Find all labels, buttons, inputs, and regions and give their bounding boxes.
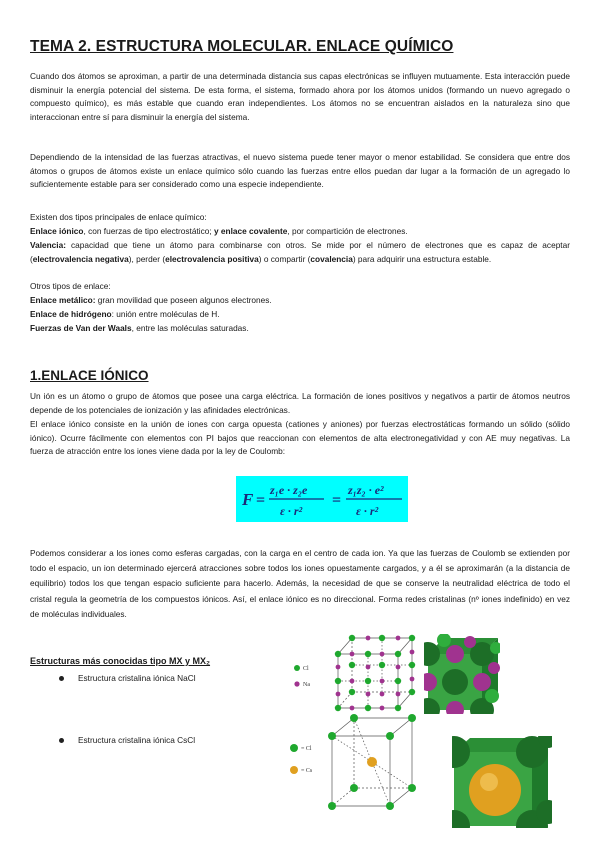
bullet-dot-icon bbox=[59, 676, 64, 681]
nacl-spacefill-model bbox=[424, 634, 500, 719]
bullet-text: Estructura cristalina iónica NaCl bbox=[78, 673, 196, 683]
formula-lhs: F bbox=[242, 490, 254, 509]
text: , por compartición de electrones. bbox=[287, 226, 408, 236]
term: Fuerzas de Van der Waals bbox=[30, 323, 132, 333]
intro-paragraph-4 bbox=[30, 225, 570, 239]
text: ) para adquirir una estructura estable. bbox=[352, 253, 492, 264]
bullet-text: Estructura cristalina iónica CsCl bbox=[78, 735, 196, 745]
formula-num-2: z₁z₂ · e² bbox=[348, 483, 384, 497]
term: electrovalencia positiva bbox=[165, 253, 259, 264]
formula-den-1: ε · r² bbox=[280, 504, 303, 518]
term-valencia: Valencia: bbox=[30, 240, 66, 250]
text: , entre las moléculas saturadas. bbox=[131, 323, 249, 333]
ionic-paragraph-1: Un ión es un átomo o grupo de átomos que posee una carga eléctrica. La formación de iones positivos y negativos a partir de átomos neutros depende de los potenciales de ionización y las afinidades electrónicas. bbox=[30, 391, 570, 415]
structures-heading: Estructuras más conocidas tipo MX y MX₂ bbox=[30, 656, 211, 666]
text: ), perder ( bbox=[128, 253, 166, 264]
intro-paragraph-9 bbox=[30, 322, 570, 336]
ionic-paragraph-2: El enlace iónico consiste en la unión de iones con carga opuesta (cationes y aniones) por fuerzas electrostáticas formando un sólido (sólido iónico). Ocurre fácilmente con elementos con PI bajos que reaccionan con elementos de alta electronegatividad y con AE muy negativas. La fuerza de atracción entre los iones viene dada por la ley de Coulomb: bbox=[30, 419, 570, 457]
intro-paragraph-7 bbox=[30, 294, 570, 308]
formula-num-1: z₁e · z₂e bbox=[270, 483, 308, 497]
nacl-lattice-diagram bbox=[290, 632, 420, 717]
formula-eq-2: = bbox=[332, 492, 342, 509]
term: Enlace de hidrógeno bbox=[30, 309, 112, 319]
term: electrovalencia negativa bbox=[32, 253, 129, 264]
text: capacidad que tiene un átomo para combinarse con otros. Se mide por el número de electrones que es capaz de aceptar ( bbox=[30, 240, 570, 264]
term: Enlace metálico: bbox=[30, 295, 96, 305]
bullet-dot-icon bbox=[59, 738, 64, 743]
text: : unión entre moléculas de H. bbox=[111, 309, 220, 319]
text: ) o compartir ( bbox=[258, 253, 311, 264]
text: gran movilidad que poseen algunos electrones. bbox=[95, 295, 272, 305]
cscl-spacefill-model bbox=[452, 736, 552, 833]
intro-paragraph-1: Cuando dos átomos se aproximan, a partir de una determinada distancia sus capas electrónicas se influyen mutuamente. Esta interacción puede disminuir la energía potencial del sistema. De esta forma, el sistema, formado ahora por los átomos unidos (formando un nuevo agregado o compuesto químico), es más estable que cuando eran independientes. Los átomos no se encuentran aislados en la naturaleza sino que interaccionan entre sí para disminuir la energía del sistema. bbox=[30, 71, 570, 122]
intro-paragraph-3: Existen dos tipos principales de enlace químico: bbox=[30, 212, 207, 222]
page-title: TEMA 2. ESTRUCTURA MOLECULAR. ENLACE QUÍMICO bbox=[30, 38, 454, 55]
text: , con fuerzas de tipo electrostático; bbox=[83, 226, 214, 236]
legend-cl: Cl bbox=[303, 666, 309, 672]
section-heading-ionic: 1.ENLACE IÓNICO bbox=[30, 368, 149, 383]
term-covalent: y enlace covalente bbox=[214, 226, 288, 236]
legend-cl-cscl: = Cl bbox=[301, 746, 312, 752]
intro-paragraph-8 bbox=[30, 308, 570, 322]
cscl-lattice-diagram bbox=[282, 712, 422, 825]
coulomb-formula bbox=[236, 476, 408, 522]
ionic-paragraph-3: Podemos considerar a los iones como esferas cargadas, con la carga en el centro de cada ion. Ya que las fuerzas de Coulomb se extienden por todo el espacio, un ion determinado ejercerá atracciones sobre todos los iones opuestamente cargados, y a él se aproximarán (a la distancia de equilibrio) todos los que tengan espacio suficiente para hacerlo. Además, la necesidad de que se conserve la neutralidad eléctrica de todo el cristal regula la geometría de los compuestos iónicos. Así, el enlace iónico es no direccional. Forma redes cristalinas (nº iones indefinido) en vez de moléculas individuales. bbox=[30, 548, 570, 619]
intro-paragraph-5 bbox=[30, 239, 570, 266]
term: covalencia bbox=[310, 253, 353, 264]
formula-den-2: ε · r² bbox=[356, 504, 379, 518]
intro-paragraph-6: Otros tipos de enlace: bbox=[30, 281, 111, 291]
formula-eq-1: = bbox=[256, 492, 266, 509]
term-ionic: Enlace iónico bbox=[30, 226, 84, 236]
intro-paragraph-2: Dependiendo de la intensidad de las fuerzas atractivas, el nuevo sistema puede tener mayor o menor estabilidad. Se considera que entre dos átomos o grupos de átomos existe un enlace químico sólo cuando las fuerzas entre ellos puedan dar lugar a la formación de un agregado lo suficientemente estable para ser considerado como una especie independiente. bbox=[30, 152, 570, 190]
legend-cs: = Cs bbox=[301, 768, 313, 774]
legend-na: Na bbox=[303, 682, 310, 688]
